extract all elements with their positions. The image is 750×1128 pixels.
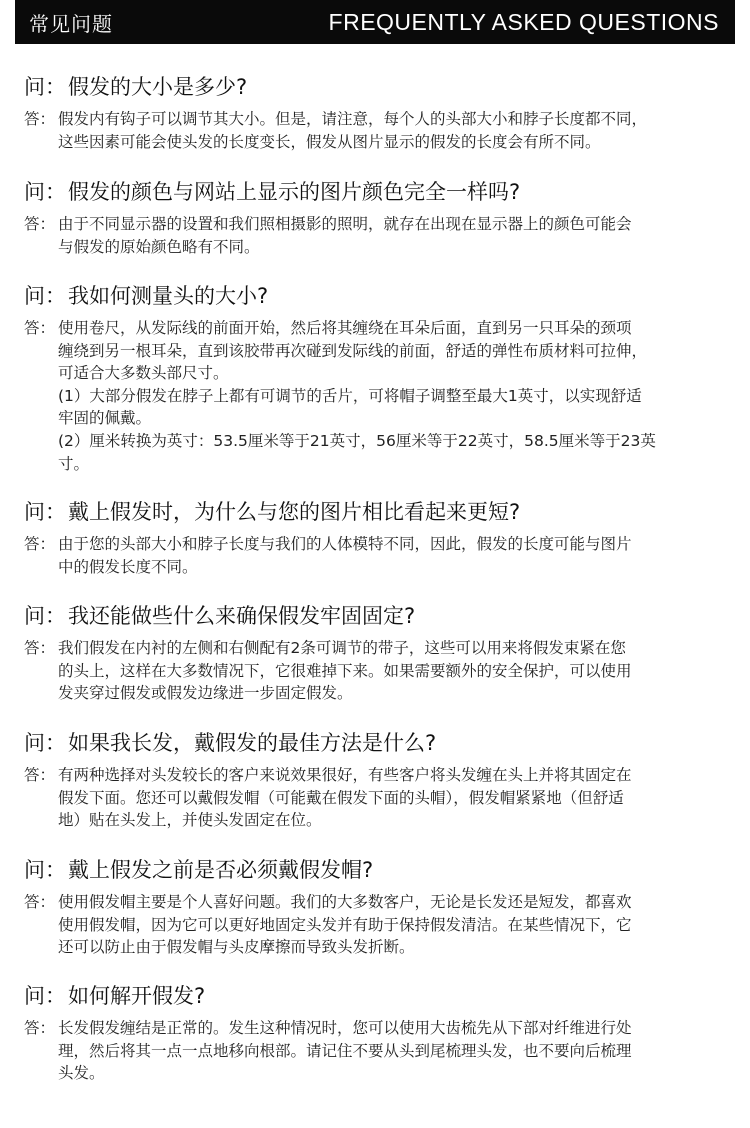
question-text: 如何解开假发?: [68, 984, 206, 1008]
answer-text: [58, 637, 728, 705]
answer-line: 头发。: [58, 1064, 105, 1083]
faq-item: [24, 72, 728, 153]
faq-item: [24, 177, 728, 258]
answer-prefix: 答：: [24, 1019, 56, 1037]
question-prefix: 问：: [24, 75, 66, 99]
question-prefix: 问：: [24, 731, 66, 755]
answer-line: 缠绕到另一根耳朵，直到该胶带再次碰到发际线的前面，舒适的弹性布质材料可拉伸，: [58, 341, 648, 360]
faq-answer: [24, 891, 728, 959]
answer-prefix: 答：: [24, 319, 56, 337]
faq-answer: [24, 317, 728, 475]
answer-text: [58, 533, 728, 578]
faq-item: [24, 855, 728, 959]
answer-line: 发夹穿过假发或假发边缘进一步固定假发。: [58, 684, 353, 703]
answer-prefix: 答：: [24, 893, 56, 911]
question-text: 戴上假发之前是否必须戴假发帽?: [68, 858, 374, 882]
answer-line: 长发假发缠结是正常的。发生这种情况时，您可以使用大齿梳先从下部对纤维进行处: [58, 1019, 632, 1037]
faq-header-bar: [15, 0, 735, 44]
faq-question: [24, 728, 728, 758]
answer-line: (1）大部分假发在脖子上都有可调节的舌片，可将帽子调整至最大1英寸，以实现舒适: [58, 386, 642, 405]
answer-line: 可适合大多数头部尺寸。: [58, 364, 229, 383]
faq-answer: [24, 213, 728, 258]
answer-line: 我们假发在内衬的左侧和右侧配有2条可调节的带子，这些可以用来将假发束紧在您: [58, 639, 626, 657]
question-text: 我还能做些什么来确保假发牢固固定?: [68, 604, 416, 628]
answer-prefix: 答：: [24, 766, 56, 784]
answer-line: 的头上，这样在大多数情况下，它很难掉下来。如果需要额外的安全保护，可以使用: [58, 661, 632, 680]
header-title-cn: 常见问题: [29, 11, 113, 36]
faq-question: [24, 177, 728, 207]
faq-question: [24, 981, 728, 1011]
answer-prefix: 答：: [24, 535, 56, 553]
answer-line: 中的假发长度不同。: [58, 557, 198, 576]
faq-item: [24, 497, 728, 578]
answer-line: 使用假发帽主要是个人喜好问题。我们的大多数客户，无论是长发还是短发，都喜欢: [58, 893, 632, 911]
answer-line: 寸。: [58, 454, 90, 473]
answer-prefix: 答：: [24, 639, 56, 657]
answer-line: 与假发的原始颜色略有不同。: [58, 237, 260, 256]
faq-item: [24, 981, 728, 1085]
answer-line: 使用卷尺，从发际线的前面开始，然后将其缠绕在耳朵后面，直到另一只耳朵的颈项: [58, 319, 632, 337]
answer-text: [58, 108, 728, 153]
faq-answer: [24, 637, 728, 705]
question-prefix: 问：: [24, 500, 66, 524]
answer-prefix: 答：: [24, 215, 56, 233]
answer-text: [58, 317, 728, 475]
answer-line: 牢固的佩戴。: [58, 409, 152, 428]
question-prefix: 问：: [24, 984, 66, 1008]
answer-line: (2）厘米转换为英寸：53.5厘米等于21英寸，56厘米等于22英寸，58.5厘米等于23英: [58, 431, 656, 450]
answer-line: 由于不同显示器的设置和我们照相摄影的照明，就存在出现在显示器上的颜色可能会: [58, 215, 632, 233]
faq-answer: [24, 108, 728, 153]
faq-answer: [24, 764, 728, 832]
faq-question: [24, 72, 728, 102]
answer-line: 地）贴在头发上，并使头发固定在位。: [58, 811, 322, 830]
question-prefix: 问：: [24, 284, 66, 308]
answer-line: 由于您的头部大小和脖子长度与我们的人体模特不同，因此，假发的长度可能与图片: [58, 535, 632, 553]
answer-text: [58, 1017, 728, 1085]
answer-line: 还可以防止由于假发帽与头皮摩擦而导致头发折断。: [58, 938, 415, 957]
answer-line: 假发下面。您还可以戴假发帽（可能戴在假发下面的头帽），假发帽紧紧地（但舒适: [58, 788, 624, 807]
question-text: 如果我长发，戴假发的最佳方法是什么?: [68, 731, 437, 755]
question-text: 我如何测量头的大小?: [68, 284, 269, 308]
question-prefix: 问：: [24, 180, 66, 204]
faq-question: [24, 601, 728, 631]
answer-line: 这些因素可能会使头发的长度变长，假发从图片显示的假发的长度会有所不同。: [58, 132, 601, 151]
question-text: 假发的颜色与网站上显示的图片颜色完全一样吗?: [68, 180, 521, 204]
answer-line: 有两种选择对头发较长的客户来说效果很好，有些客户将头发缠在头上并将其固定在: [58, 766, 632, 784]
faq-question: [24, 497, 728, 527]
answer-prefix: 答：: [24, 110, 56, 128]
answer-line: 假发内有钩子可以调节其大小。但是，请注意，每个人的头部大小和脖子长度都不同，: [58, 110, 648, 128]
faq-item: [24, 728, 728, 832]
answer-text: [58, 891, 728, 959]
faq-question: [24, 281, 728, 311]
faq-item: [24, 601, 728, 705]
question-prefix: 问：: [24, 858, 66, 882]
faq-question: [24, 855, 728, 885]
answer-text: [58, 764, 728, 832]
question-prefix: 问：: [24, 604, 66, 628]
faq-answer: [24, 1017, 728, 1085]
faq-item: [24, 281, 728, 475]
answer-line: 理，然后将其一点一点地移向根部。请记住不要从头到尾梳理头发，也不要向后梳理: [58, 1041, 632, 1060]
answer-line: 使用假发帽，因为它可以更好地固定头发并有助于保持假发清洁。在某些情况下，它: [58, 915, 632, 934]
answer-text: [58, 213, 728, 258]
faq-answer: [24, 533, 728, 578]
header-title-en: FREQUENTLY ASKED QUESTIONS: [328, 8, 719, 35]
question-text: 戴上假发时，为什么与您的图片相比看起来更短?: [68, 500, 521, 524]
question-text: 假发的大小是多少?: [68, 75, 248, 99]
